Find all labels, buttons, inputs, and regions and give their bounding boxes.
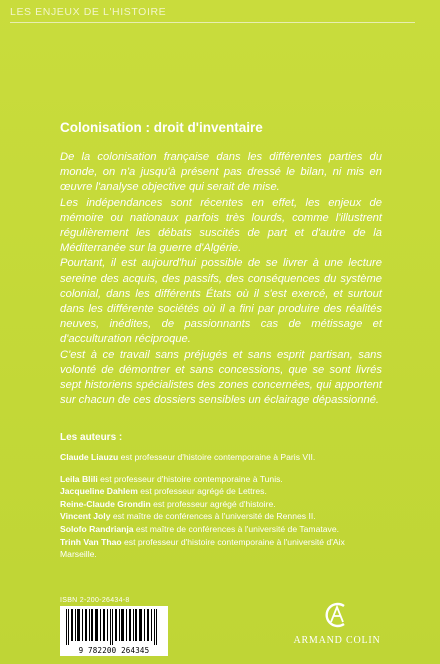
author-name: Trinh Van Thao	[60, 536, 122, 547]
author-entry	[60, 485, 382, 498]
blurb-paragraph: De la colonisation française dans les différentes parties du monde, on n'a jusqu'à présent pas dressé le bilan, ni mis en œuvre l'analyse objective qui serait de mise.	[60, 151, 382, 194]
blurb-paragraph: Pourtant, il est aujourd'hui possible de se livrer à une lecture sereine des acquis, des passifs, des conséquences du système colonial, dans les différents États où il s'est exercé, et surtout dans les différente sociétés où il a fini par produire des réalités neuves, inédites, de passionnants cas de métissage et d'acculturation réciproque.	[60, 257, 382, 346]
author-entry	[60, 523, 382, 536]
book-title: Colonisation : droit d'inventaire	[60, 120, 263, 135]
author-name: Claude Liauzu	[60, 452, 119, 462]
publisher-name: ARMAND COLIN	[293, 635, 381, 646]
author-entry	[60, 510, 382, 523]
author-description: est maître de conférences à l'université de Tamatave.	[133, 523, 339, 534]
author-name: Vincent Joly	[60, 511, 111, 522]
authors-list	[60, 451, 382, 561]
blurb-paragraph: Les indépendances sont récentes en effet, les enjeux de mémoire ou nationaux parfois très lourds, comme l'illustrent régulièrement les débats suscités de part et d'autre de la Méditerranée sur la guerre d'Algérie.	[60, 196, 382, 255]
author-description: est professeur d'histoire contemporaine à Paris VII.	[118, 452, 316, 462]
barcode-digits: 9 782200 264345	[78, 646, 150, 655]
barcode-bars	[64, 609, 164, 645]
publisher-logo-icon	[322, 600, 352, 630]
authors-heading: Les auteurs :	[60, 432, 123, 443]
author-entry	[60, 473, 382, 486]
barcode	[60, 606, 168, 656]
author-description: est professeur d'histoire contemporaine à l'université d'Aix Marseille.	[60, 536, 345, 560]
author-description: est professeur agrégé de Lettres.	[137, 486, 267, 497]
author-name: Leila Blili	[60, 473, 98, 484]
author-entry	[60, 498, 382, 511]
author-entry	[60, 451, 382, 464]
author-entry	[60, 536, 382, 561]
author-name: Reine-Claude Grondin	[60, 498, 151, 509]
series-divider	[10, 22, 415, 23]
blurb	[60, 150, 382, 408]
author-description: est professeur agrégé d'histoire.	[150, 498, 276, 509]
author-description: est maître de conférences à l'université de Rennes II.	[110, 511, 316, 522]
blurb-paragraph: C'est à ce travail sans préjugés et sans esprit partisan, sans volonté de démontrer et sans concessions, que se sont livrés sept historiens spécialistes des zones concernées, qui apportent sur chacun de ces dossiers sensibles un éclairage dépassionné.	[60, 348, 382, 407]
series-title: LES ENJEUX DE L'HISTOIRE	[10, 6, 167, 18]
author-description: est professeur d'histoire contemporaine à Tunis.	[97, 473, 283, 484]
publisher	[282, 600, 392, 646]
author-name: Solofo Randrianja	[60, 523, 134, 534]
author-name: Jacqueline Dahlem	[60, 486, 138, 497]
isbn: ISBN 2-200-26434-8	[60, 597, 130, 604]
